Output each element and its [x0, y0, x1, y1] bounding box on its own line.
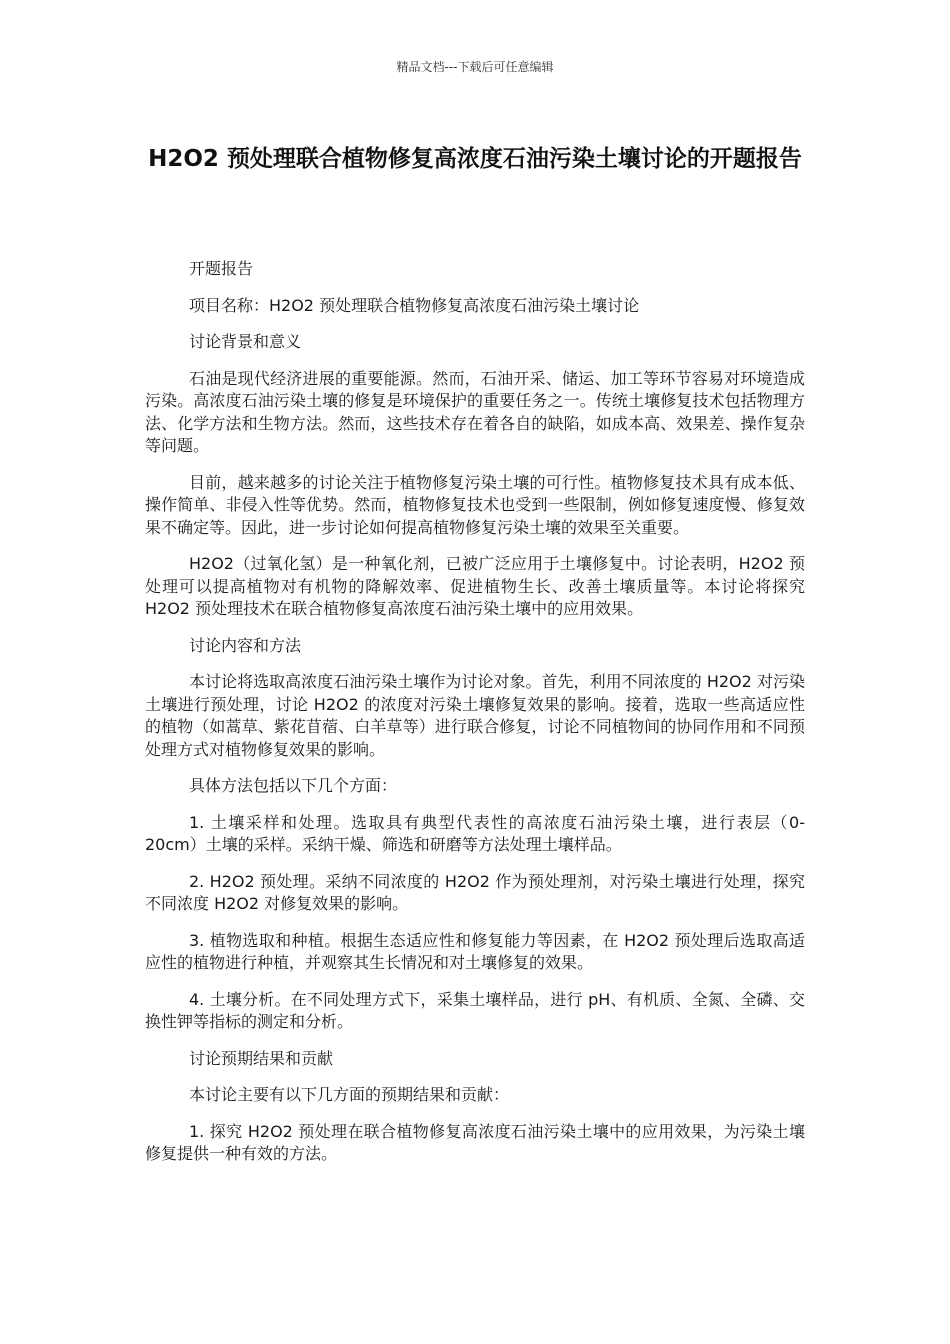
- document-title: H2O2 预处理联合植物修复高浓度石油污染土壤讨论的开题报告: [148, 146, 802, 172]
- paragraph-method-4: 4. 土壤分析。在不同处理方式下，采集土壤样品，进行 pH、有机质、全氮、全磷、交换性钾等指标的测定和分析。: [145, 989, 805, 1031]
- paragraph-project-name: 项目名称：H2O2 预处理联合植物修复高浓度石油污染土壤讨论: [189, 295, 640, 315]
- paragraph-background-1: 石油是现代经济进展的重要能源。然而，石油开采、储运、加工等环节容易对环境造成污染。高浓度石油污染土壤的修复是环境保护的重要任务之一。传统土壤修复技术包括物理方法、化学方法和生物方法。然而，这些技术存在着各自的缺陷，如成本高、效果差、操作复杂等问题。: [145, 368, 805, 455]
- paragraph-method-2: 2. H2O2 预处理。采纳不同浓度的 H2O2 作为预处理剂，对污染土壤进行处理，探究不同浓度 H2O2 对修复效果的影响。: [145, 871, 805, 913]
- paragraph-heading-content-methods: 讨论内容和方法: [189, 635, 302, 655]
- paragraph-result-1: 1. 探究 H2O2 预处理在联合植物修复高浓度石油污染土壤中的应用效果，为污染土壤修复提供一种有效的方法。: [145, 1121, 805, 1163]
- paragraph-methods-intro: 具体方法包括以下几个方面：: [189, 776, 398, 795]
- header-note: 精品文档---下载后可任意编辑: [396, 60, 554, 74]
- paragraph-background-2: 目前，越来越多的讨论关注于植物修复污染土壤的可行性。植物修复技术具有成本低、操作简单、非侵入性等优势。然而，植物修复技术也受到一些限制，例如修复速度慢、修复效果不确定等。因此，进一步讨论如何提高植物修复污染土壤的效果至关重要。: [145, 472, 805, 537]
- paragraph-heading-proposal: 开题报告: [189, 259, 254, 278]
- paragraph-heading-expected-results: 讨论预期结果和贡献: [189, 1048, 334, 1068]
- paragraph-method-1: 1. 土壤采样和处理。选取具有典型代表性的高浓度石油污染土壤，进行表层（0-20cm）土壤的采样。采纳干燥、筛选和研磨等方法处理土壤样品。: [145, 812, 805, 854]
- paragraph-heading-background: 讨论背景和意义: [189, 332, 302, 351]
- paragraph-results-intro: 本讨论主要有以下几方面的预期结果和贡献：: [189, 1085, 510, 1104]
- paragraph-content-1: 本讨论将选取高浓度石油污染土壤作为讨论对象。首先，利用不同浓度的 H2O2 对污染土壤进行预处理，讨论 H2O2 的浓度对污染土壤修复效果的影响。接着，选取一些高适应性的植物（如蒿草、紫花苜蓿、白羊草等）进行联合修复，讨论不同植物间的协同作用和不同预处理方式对植物修复效果的影响。: [145, 672, 805, 759]
- paragraph-method-3: 3. 植物选取和种植。根据生态适应性和修复能力等因素，在 H2O2 预处理后选取高适应性的植物进行种植，并观察其生长情况和对土壤修复的效果。: [145, 930, 805, 972]
- paragraph-background-3: H2O2（过氧化氢）是一种氧化剂，已被广泛应用于土壤修复中。讨论表明，H2O2 预处理可以提高植物对有机物的降解效率、促进植物生长、改善土壤质量等。本讨论将探究 H2O2 预处理技术在联合植物修复高浓度石油污染土壤中的应用效果。: [145, 554, 805, 618]
- document-body: [145, 258, 805, 1180]
